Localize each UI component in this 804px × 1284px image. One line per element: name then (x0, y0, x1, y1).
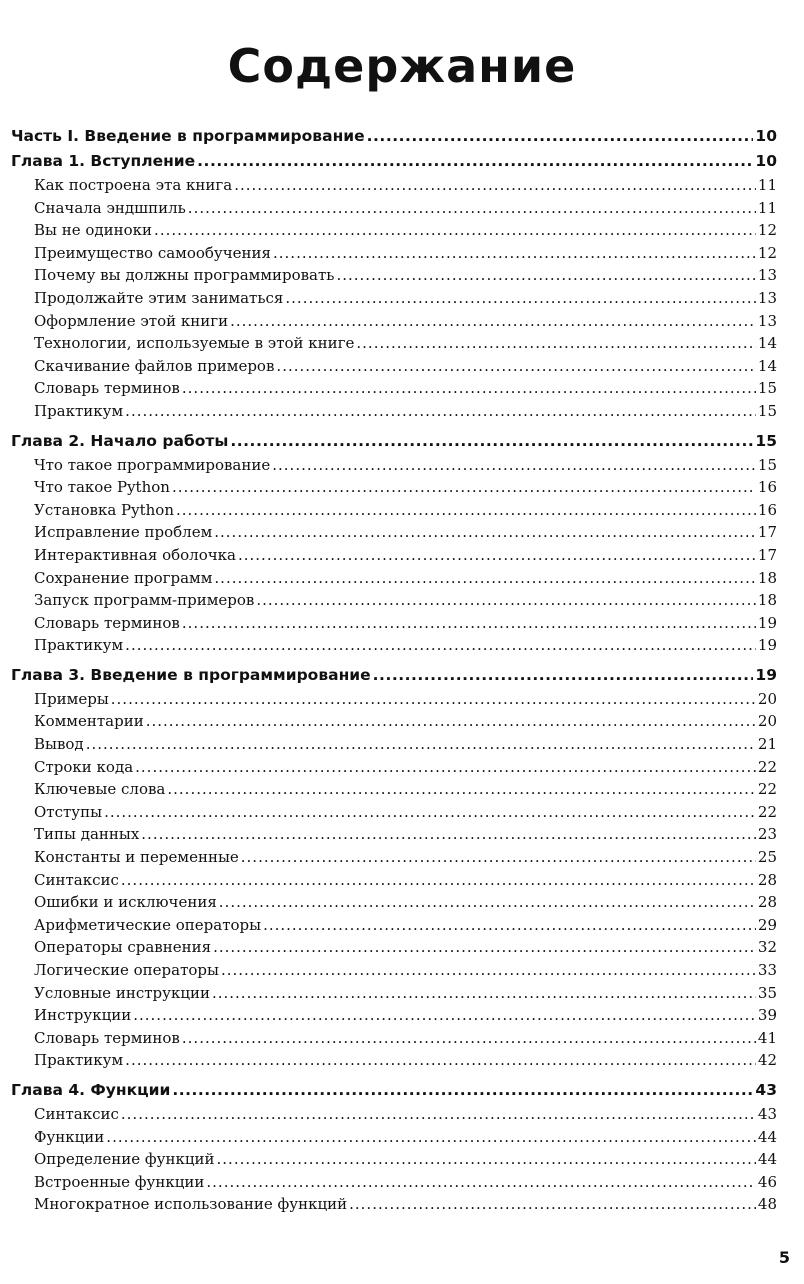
dot-leader (230, 310, 756, 333)
dot-leader (263, 914, 756, 937)
toc-entry-title: Определение функций (34, 1150, 215, 1169)
toc-entry-page: 13 (757, 266, 777, 285)
toc-section-page: 10 (755, 127, 777, 145)
toc-entry-page: 13 (757, 288, 777, 307)
toc-entry-row (11, 959, 777, 982)
toc-entry-title: Интерактивная оболочка (34, 545, 236, 564)
dot-leader (172, 1078, 753, 1103)
toc-entry-title: Практикум (34, 401, 124, 420)
toc-entry-title: Исправление проблем (34, 523, 213, 542)
toc-entry-row (11, 1171, 777, 1194)
dot-leader (272, 454, 756, 477)
toc-entry-page: 15 (757, 401, 777, 420)
toc-section-title: Глава 3. Введение в программирование (11, 665, 371, 684)
dot-leader (111, 688, 756, 711)
dot-leader (276, 355, 755, 378)
dot-leader (214, 567, 756, 590)
dot-leader (373, 663, 754, 688)
toc-entry-title: Продолжайте этим заниматься (34, 288, 284, 307)
toc-entry-row (11, 332, 777, 355)
toc-entry-row (11, 589, 777, 612)
toc-entry-row (11, 400, 777, 423)
toc-entry-row (11, 287, 777, 310)
toc-entry-page: 19 (757, 613, 777, 632)
toc-entry-title: Строки кода (34, 757, 134, 776)
toc-entry-row (11, 197, 777, 220)
dot-leader (172, 476, 756, 499)
toc-entry-row (11, 1049, 777, 1072)
toc-entry-page: 17 (757, 545, 777, 564)
toc-entry-page: 44 (757, 1127, 777, 1146)
toc-entry-page: 22 (757, 780, 777, 799)
toc-entry-row (11, 1126, 777, 1149)
toc-entry-row (11, 634, 777, 657)
toc-entry-page: 28 (757, 870, 777, 889)
toc-entry-page: 29 (757, 915, 777, 934)
toc-entry-row (11, 476, 777, 499)
toc-entry-title: Технологии, используемые в этой книге (34, 334, 355, 353)
page-title: Содержание (227, 38, 577, 93)
toc-section-row (11, 429, 777, 454)
toc-entry-title: Словарь терминов (34, 613, 180, 632)
dot-leader (336, 264, 755, 287)
dot-leader (188, 197, 756, 220)
toc-entry-title: Сохранение программ (34, 568, 213, 587)
dot-leader (238, 544, 756, 567)
toc-entry-page: 28 (757, 893, 777, 912)
toc-entry-page: 15 (757, 455, 777, 474)
toc-section-page: 19 (755, 665, 777, 684)
toc-entry-page: 42 (757, 1051, 777, 1070)
toc-entry-title: Ошибки и исключения (34, 893, 217, 912)
toc-section-row (11, 124, 777, 149)
toc-entry-title: Комментарии (34, 712, 144, 731)
toc-entry-page: 16 (757, 478, 777, 497)
toc-entry-row (11, 264, 777, 287)
dot-leader (125, 400, 756, 423)
toc-entry-title: Ключевые слова (34, 780, 166, 799)
toc-entry-title: Словарь терминов (34, 379, 180, 398)
dot-leader (154, 219, 756, 242)
dot-leader (241, 846, 756, 869)
dot-leader (197, 149, 753, 174)
dot-leader (86, 733, 756, 756)
dot-leader (133, 1004, 756, 1027)
toc-section-title: Глава 4. Функции (11, 1080, 171, 1099)
toc-entry-row (11, 219, 777, 242)
toc-entry-page: 14 (757, 334, 777, 353)
dot-leader (217, 1148, 756, 1171)
toc-section-title: Глава 1. Вступление (11, 152, 196, 170)
dot-leader (167, 778, 756, 801)
dot-leader (221, 959, 756, 982)
toc-entry-title: Вывод (34, 735, 84, 754)
toc-section-page: 10 (755, 152, 777, 170)
toc-entry-page: 39 (757, 1006, 777, 1025)
dot-leader (212, 982, 756, 1005)
toc-entry-page: 48 (757, 1195, 777, 1214)
toc-entry-title: Преимущество самообучения (34, 243, 271, 262)
toc-entry-page: 11 (757, 176, 777, 194)
dot-leader (121, 869, 756, 892)
toc-entry-title: Арифметические операторы (34, 915, 262, 934)
toc-entry-page: 46 (757, 1172, 777, 1191)
toc-entry-row (11, 242, 777, 265)
toc-entry-row (11, 1004, 777, 1027)
toc-entry-title: Оформление этой книги (34, 311, 229, 330)
toc-entry-page: 22 (757, 757, 777, 776)
toc-entry-page: 21 (757, 735, 777, 754)
toc-entry-row (11, 710, 777, 733)
toc-entry-title: Скачивание файлов примеров (34, 356, 275, 375)
toc-entry-page: 12 (757, 221, 777, 240)
toc-entry-page: 23 (757, 825, 777, 844)
dot-leader (256, 589, 756, 612)
toc-entry-page: 19 (757, 636, 777, 655)
toc-section-row (11, 663, 777, 688)
toc-entry-title: Почему вы должны программировать (34, 266, 335, 285)
toc-entry-page: 44 (757, 1150, 777, 1169)
toc-section-row (11, 149, 777, 174)
toc-section-page: 43 (755, 1080, 777, 1099)
dot-leader (214, 521, 756, 544)
toc-section-title: Часть I. Введение в программирование (11, 127, 365, 145)
dot-leader (125, 1049, 756, 1072)
toc-entry-row (11, 499, 777, 522)
toc-entry-page: 17 (757, 523, 777, 542)
toc-entry-title: Инструкции (34, 1006, 132, 1025)
toc-entry-page: 33 (757, 961, 777, 979)
toc-section-page: 15 (755, 431, 777, 450)
toc-entry-row (11, 936, 777, 959)
toc-entry-row (11, 174, 777, 197)
table-of-contents (11, 124, 777, 1216)
dot-leader (349, 1193, 756, 1216)
toc-entry-row (11, 1103, 777, 1126)
toc-entry-title: Логические операторы (34, 961, 219, 979)
toc-entry-row (11, 355, 777, 378)
toc-entry-title: Типы данных (34, 825, 140, 844)
dot-leader (285, 287, 756, 310)
toc-entry-title: Встроенные функции (34, 1172, 205, 1191)
toc-entry-page: 35 (757, 983, 777, 1002)
toc-entry-page: 41 (757, 1028, 777, 1047)
dot-leader (106, 1126, 756, 1149)
dot-leader (146, 710, 756, 733)
dot-leader (230, 429, 753, 454)
toc-entry-title: Словарь терминов (34, 1028, 180, 1047)
toc-entry-title: Многократное использование функций (34, 1195, 348, 1214)
toc-entry-row (11, 567, 777, 590)
toc-entry-row (11, 1148, 777, 1171)
dot-leader (121, 1103, 756, 1126)
toc-entry-title: Операторы сравнения (34, 938, 212, 957)
toc-entry-row (11, 310, 777, 333)
toc-entry-title: Синтаксис (34, 870, 119, 889)
toc-entry-row (11, 544, 777, 567)
toc-entry-page: 18 (757, 568, 777, 587)
toc-entry-page: 16 (757, 500, 777, 519)
toc-entry-page: 20 (757, 689, 777, 708)
dot-leader (206, 1171, 756, 1194)
toc-entry-row (11, 377, 777, 400)
dot-leader (213, 936, 756, 959)
toc-entry-row (11, 521, 777, 544)
dot-leader (219, 891, 756, 914)
toc-entry-page: 12 (757, 243, 777, 262)
toc-entry-title: Что такое Python (34, 478, 170, 497)
toc-entry-page: 15 (757, 379, 777, 398)
toc-entry-title: Как построена эта книга (34, 176, 233, 194)
toc-entry-row (11, 1027, 777, 1050)
toc-entry-page: 22 (757, 802, 777, 821)
dot-leader (135, 756, 756, 779)
toc-entry-title: Константы и переменные (34, 848, 239, 867)
toc-entry-row (11, 756, 777, 779)
toc-entry-page: 43 (757, 1104, 777, 1123)
toc-entry-title: Что такое программирование (34, 455, 271, 474)
toc-entry-title: Вы не одиноки (34, 221, 153, 240)
toc-entry-page: 32 (757, 938, 777, 957)
toc-entry-page: 14 (757, 356, 777, 375)
toc-entry-page: 11 (757, 198, 777, 217)
toc-entry-row (11, 612, 777, 635)
dot-leader (176, 499, 756, 522)
dot-leader (104, 801, 756, 824)
toc-entry-row (11, 891, 777, 914)
toc-entry-title: Сначала эндшпиль (34, 198, 186, 217)
dot-leader (182, 377, 756, 400)
toc-entry-title: Практикум (34, 1051, 124, 1070)
toc-entry-row (11, 846, 777, 869)
toc-entry-page: 13 (757, 311, 777, 330)
page-number: 5 (778, 1248, 790, 1267)
toc-entry-row (11, 1193, 777, 1216)
dot-leader (125, 634, 756, 657)
toc-entry-row (11, 454, 777, 477)
toc-entry-page: 18 (757, 591, 777, 610)
toc-entry-title: Условные инструкции (34, 983, 210, 1002)
toc-entry-title: Практикум (34, 636, 124, 655)
toc-entry-row (11, 982, 777, 1005)
toc-entry-row (11, 823, 777, 846)
toc-entry-title: Синтаксис (34, 1104, 119, 1123)
toc-entry-title: Отступы (34, 802, 103, 821)
toc-section-row (11, 1078, 777, 1103)
dot-leader (234, 174, 756, 197)
toc-entry-title: Функции (34, 1127, 105, 1146)
dot-leader (356, 332, 756, 355)
dot-leader (182, 1027, 756, 1050)
toc-entry-row (11, 733, 777, 756)
toc-entry-row (11, 869, 777, 892)
toc-entry-row (11, 688, 777, 711)
toc-entry-page: 25 (757, 848, 777, 867)
dot-leader (273, 242, 756, 265)
toc-entry-row (11, 914, 777, 937)
toc-entry-page: 20 (757, 712, 777, 731)
toc-entry-title: Запуск программ-примеров (34, 591, 255, 610)
dot-leader (182, 612, 756, 635)
dot-leader (367, 124, 754, 149)
toc-entry-title: Примеры (34, 689, 109, 708)
dot-leader (141, 823, 756, 846)
toc-entry-row (11, 801, 777, 824)
toc-section-title: Глава 2. Начало работы (11, 431, 229, 450)
toc-entry-row (11, 778, 777, 801)
toc-entry-title: Установка Python (34, 500, 174, 519)
